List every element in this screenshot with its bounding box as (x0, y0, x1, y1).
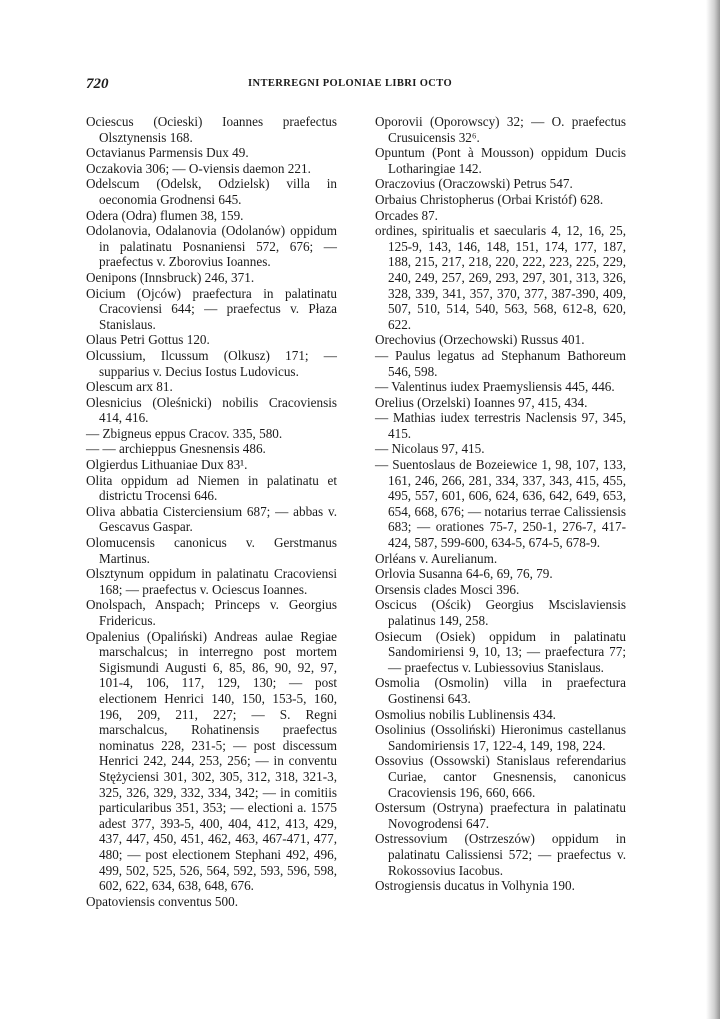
index-entry: Oczakovia 306; — O-viensis daemon 221. (86, 160, 311, 176)
index-entry: ordines, spiritualis et saecularis 4, 12, 16, 25, 125-9, 143, 146, 148, 151, 174, 177, 187, 188, 215, 217, 218, 220, 222, 223, 225, 229, 240, 249, 257, 269, 293, 297, 301, 313, 326, 328, 339, 341, 357, 370, 377, 387-390, 409, 507, 510, 514, 540, 563, 568, 612-8, 620, 622. (375, 223, 626, 332)
index-entry: Olsztynum oppidum in palatinatu Cracoviensi 168; — praefectus v. Ociescus Ioannes. (86, 566, 337, 597)
index-column-left (86, 114, 337, 909)
index-entry: Olcussium, Ilcussum (Olkusz) 171; — supparius v. Decius Iostus Ludovicus. (86, 347, 337, 379)
index-entry: Oicium (Ojców) praefectura in palatinatu Cracoviensi 644; — praefectus v. Płaza Stanislaus. (86, 285, 337, 332)
index-entry: Odolanovia, Odalanovia (Odolanów) oppidum in palatinatu Posnaniensi 572, 676; — praefectus v. Zborovius Ioannes. (86, 223, 337, 270)
index-entry: Oenipons (Innsbruck) 246, 371. (86, 269, 255, 285)
index-entry: Octavianus Parmensis Dux 49. (86, 145, 249, 161)
index-entry: Orbaius Christopherus (Orbai Kristóf) 628. (375, 191, 604, 207)
index-entry: Onolspach, Anspach; Princeps v. Georgius Fridericus. (86, 597, 337, 628)
index-entry: Ostressovium (Ostrzeszów) oppidum in palatinatu Calissiensi 572; — praefectus v. Rokossovius Iacobus. (375, 831, 626, 878)
index-entry: — Zbigneus eppus Cracov. 335, 580. (86, 425, 283, 441)
page-edge-shadow (706, 0, 720, 1019)
index-entry: Ostersum (Ostryna) praefectura in palatinatu Novogrodensi 647. (375, 800, 626, 831)
index-entry: Orsensis clades Mosci 396. (375, 581, 520, 597)
index-entry: — — archieppus Gnesnensis 486. (86, 441, 266, 457)
index-entry: — Valentinus iudex Praemysliensis 445, 446. (375, 379, 615, 395)
index-entry: Olescum arx 81. (86, 379, 173, 395)
index-entry: Oscicus (Ościk) Georgius Mscislaviensis palatinus 149, 258. (375, 597, 626, 628)
index-entry: Orelius (Orzelski) Ioannes 97, 415, 434. (375, 394, 588, 410)
index-entry: Olesnicius (Oleśnicki) nobilis Cracoviensis 414, 416. (86, 394, 337, 426)
index-entry: Opatoviensis conventus 500. (86, 893, 239, 909)
index-entry: Orcades 87. (375, 207, 438, 223)
index-entry: Olaus Petri Gottus 120. (86, 332, 210, 348)
index-entry: Opalenius (Opaliński) Andreas aulae Regiae marschalcus; in interregno post mortem Sigismundi Augusti 6, 85, 86, 90, 92, 97, 101-4, 106, 117, 129, 130; — post electionem Henrici 140, 150, 153-5, 160, 196, 209, 211, 227; — S. Regni marschalcus, Rohatinensis praefectus nominatus 228, 231-5; — post discessum Henrici 242, 244, 253, 256; — in conventu Stężyciensi 301, 302, 305, 312, 318, 321-3, 325, 326, 329, 332, 334, 342; — in comitiis particularibus 351, 353; — electioni a. 1575 adest 377, 393-5, 400, 404, 412, 413, 429, 437, 447, 450, 451, 462, 463, 467-471, 477, 480; — post electionem Stephani 492, 496, 499, 502, 525, 526, 564, 592, 593, 596, 598, 602, 622, 634, 638, 648, 676. (86, 628, 337, 894)
index-entry: — Suentoslaus de Bozeiewice 1, 98, 107, 133, 161, 246, 266, 281, 334, 337, 343, 415, 455, 495, 557, 601, 606, 624, 636, 642, 649, 653, 654, 668, 676; — notarius terrae Calissiensis 683; — orationes 75-7, 250-1, 276-7, 417-424, 587, 599-600, 634-5, 674-5, 678-9. (375, 457, 626, 551)
page-number: 720 (86, 76, 109, 92)
index-entry: Osolinius (Ossoliński) Hieronimus castellanus Sandomiriensis 17, 122-4, 149, 198, 224. (375, 722, 626, 753)
index-entry: Olita oppidum ad Niemen in palatinatu et districtu Trocensi 646. (86, 472, 337, 504)
index-entry: Olgierdus Lithuaniae Dux 83¹. (86, 457, 248, 473)
index-entry: Olomucensis canonicus v. Gerstmanus Martinus. (86, 535, 337, 566)
index-entry: Ociescus (Ocieski) Ioannes praefectus Olsztynensis 168. (86, 114, 337, 145)
index-entry: Opuntum (Pont à Mousson) oppidum Ducis Lotharingiae 142. (375, 145, 626, 176)
index-entry: Osiecum (Osiek) oppidum in palatinatu Sandomiriensi 9, 10, 13; — praefectura 77; — praefectus v. Lubiessovius Stanislaus. (375, 628, 626, 675)
index-entry: Odera (Odra) flumen 38, 159. (86, 207, 244, 223)
index-entry: — Nicolaus 97, 415. (375, 441, 485, 457)
index-entry: Orléans v. Aurelianum. (375, 550, 498, 566)
index-entry: Orlovia Susanna 64-6, 69, 76, 79. (375, 566, 553, 582)
index-entry: — Mathias iudex terrestris Naclensis 97, 345, 415. (375, 410, 626, 441)
running-title: INTERREGNI POLONIAE LIBRI OCTO (248, 78, 453, 89)
index-entry: Odelscum (Odelsk, Odzielsk) villa in oeconomia Grodnensi 645. (86, 176, 337, 207)
index-column-right (375, 114, 626, 894)
index-entry: Oraczovius (Oraczowski) Petrus 547. (375, 176, 573, 192)
index-entry: Osmolia (Osmolin) villa in praefectura Gostinensi 643. (375, 675, 626, 706)
index-entry: Ostrogiensis ducatus in Volhynia 190. (375, 878, 575, 894)
index-entry: Oporovii (Oporowscy) 32; — O. praefectus Crusuicensis 32⁶. (375, 114, 626, 145)
index-entry: Ossovius (Ossowski) Stanislaus referendarius Curiae, cantor Gnesnensis, canonicus Cracoviensis 196, 660, 666. (375, 753, 626, 800)
index-entry: — Paulus legatus ad Stephanum Bathoreum 546, 598. (375, 347, 626, 379)
index-entry: Orechovius (Orzechowski) Russus 401. (375, 332, 585, 348)
index-entry: Osmolius nobilis Lublinensis 434. (375, 706, 556, 722)
index-entry: Oliva abbatia Cisterciensium 687; — abbas v. Gescavus Gaspar. (86, 503, 337, 535)
